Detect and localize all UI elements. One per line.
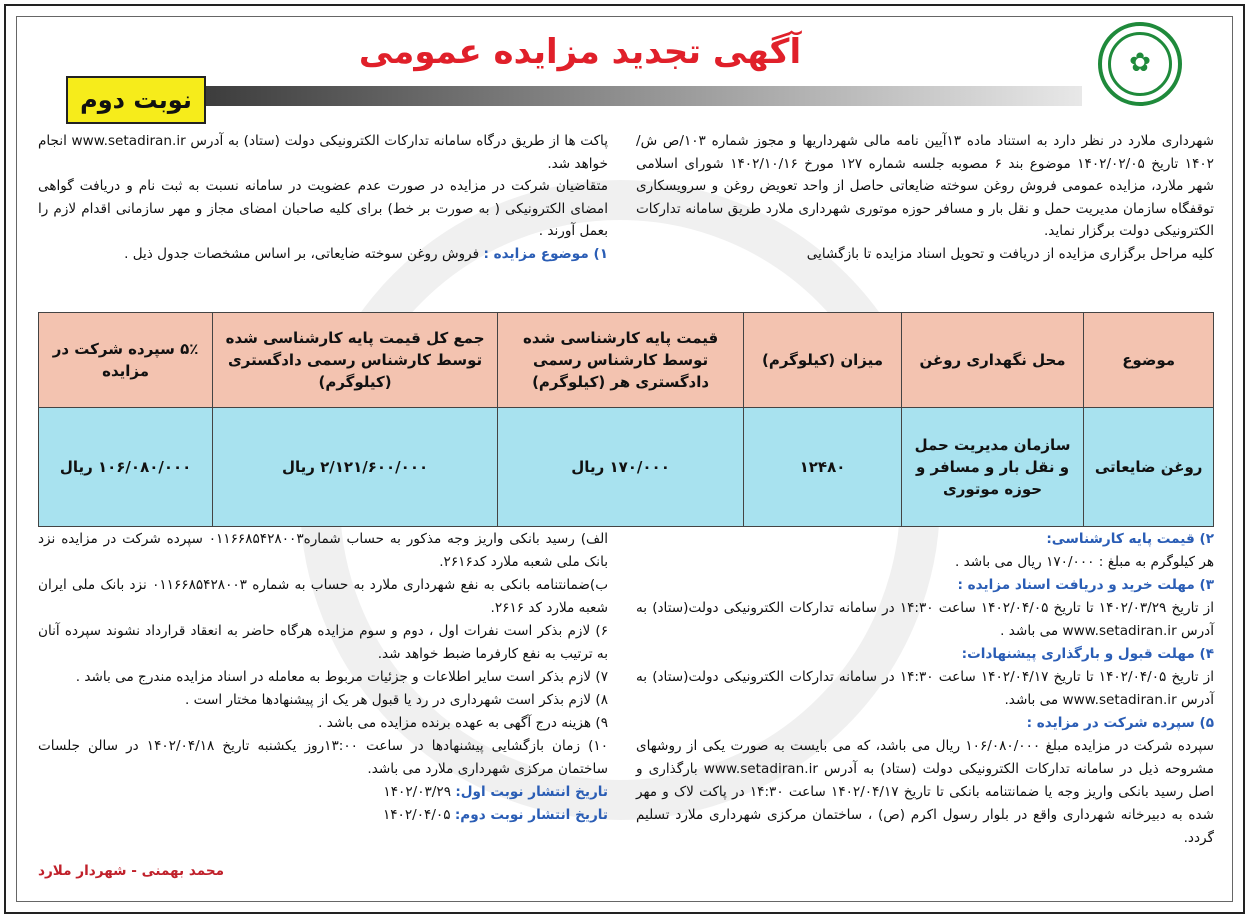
table-header-row: [39, 313, 1214, 408]
table-cell: ۱۷۰/۰۰۰ ریال: [497, 408, 743, 527]
col-header: موضوع: [1084, 313, 1214, 408]
terms-left: [38, 528, 608, 827]
section-4-title: ۴) مهلت قبول و بارگذاری پیشنهادات:: [961, 646, 1214, 662]
intro-right: [636, 130, 1214, 265]
col-header: محل نگهداری روغن: [901, 313, 1083, 408]
deposit-option-a: الف) رسید بانکی واریز وجه مذکور به حساب شماره۰۱۱۶۶۸۵۴۲۸۰۰۳ سپرده شرکت در مزایده نزد بانک ملی شعبه ملارد کد۲۶۱۶.: [38, 531, 609, 570]
intro-left-text-2: متقاضیان شرکت در مزایده در صورت عدم عضویت در سامانه نسبت به ثبت نام و دریافت گواهی امضای الکترونیکی ( به صورت بر خط) برای کلیه صاحبان امضای مجاز و مهر سازمانی اقدام لازم را بعمل آورند .: [38, 178, 608, 239]
intro-left: [38, 130, 608, 265]
intro-right-text: شهرداری ملارد در نظر دارد به استناد ماده ۱۳آیین نامه مالی شهرداریها و مجوز شماره ۱۰۳/ص ش/۱۴۰۲ تاریخ ۱۴۰۲/۰۲/۰۵ موضوع بند ۶ مصوبه جلسه شماره ۱۲۷ مورخ ۱۴۰۲/۱۰/۱۶ شورای اسلامی شهر ملارد، مزایده عمومی فروش روغن سوخته ضایعاتی حاصل از واحد تعویض روغن و سرویسکاری توقفگاه سازمان مدیریت حمل و نقل بار و مسافر حوزه موتوری شهرداری ملارد طریق سامانه تدارکات الکترونیکی دولت برگزار نماید.: [636, 133, 1214, 239]
clause-6: ۶) لازم بذکر است نفرات اول ، دوم و سوم مزایده هرگاه حاضر به انعقاد قرارداد نشوند سپرده آنان به ترتیب به نفع کارفرما ضبط خواهد شد.: [38, 623, 608, 662]
subject-text: فروش روغن سوخته ضایعاتی، بر اساس مشخصات جدول ذیل .: [124, 245, 480, 262]
intro-right-text-2: کلیه مراحل برگزاری مزایده از دریافت و تحویل اسناد مزایده تا بازگشایی: [806, 245, 1214, 262]
round-badge: نوبت دوم: [66, 76, 206, 124]
clause-8: ۸) لازم بذکر است شهرداری در رد یا قبول هر یک از پیشنهادها مختار است .: [185, 692, 608, 708]
signature: محمد بهمنی - شهردار ملارد: [38, 863, 225, 879]
publish-date-1: [38, 781, 608, 804]
section-3-text: از تاریخ ۱۴۰۲/۰۳/۲۹ تا تاریخ ۱۴۰۲/۰۴/۰۵ ساعت ۱۴:۳۰ در سامانه تدارکات الکترونیکی دولت(ستاد) به آدرس www.setadiran.ir می باشد .: [636, 600, 1214, 639]
intro-left-text: پاکت ها از طریق درگاه سامانه تدارکات الکترونیکی دولت (ستاد) به آدرس www.setadiran.ir انجام خواهد شد.: [38, 133, 608, 172]
logo-mark: ✿: [1129, 48, 1151, 78]
section-5-text: سپرده شرکت در مزایده مبلغ ۱۰۶/۰۸۰/۰۰۰ ریال می باشد، که می بایست به صورت یکی از روشهای مشروحه ذیل در سامانه تدارکات الکترونیکی دولت (ستاد) به آدرس www.setadiran.ir بارگذاری و اصل رسید بانکی واریز وجه یا ضمانتنامه بانکی تا تاریخ ۱۴۰۲/۰۴/۱۷ ساعت ۱۴:۳۰ در پاکت لاک و مهر شده به دبیرخانه شهرداری واقع در بلوار رسول اکرم (ص) ، ساختمان مرکزی شهرداری ملارد تسلیم گردد.: [636, 738, 1214, 846]
publish-date-1-value: ۱۴۰۲/۰۳/۲۹: [383, 784, 451, 800]
publish-date-2-value: ۱۴۰۲/۰۴/۰۵: [382, 807, 451, 823]
col-header: قیمت پایه کارشناسی شده توسط کارشناس رسمی دادگستری هر (کیلوگرم): [497, 313, 743, 408]
publish-date-2-label: تاریخ انتشار نوبت دوم:: [454, 807, 608, 823]
terms-right: [636, 528, 1214, 850]
section-2-text: هر کیلوگرم به مبلغ : ۱۷۰/۰۰۰ ریال می باشد .: [955, 554, 1214, 570]
table-cell: ۱۰۶/۰۸۰/۰۰۰ ریال: [39, 408, 213, 527]
table-row: [39, 408, 1214, 527]
col-header: جمع کل قیمت پایه کارشناسی شده توسط کارشناس رسمی دادگستری (کیلوگرم): [213, 313, 498, 408]
clause-7: ۷) لازم بذکر است سایر اطلاعات و جزئیات مربوط به معامله در اسناد مزایده مندرج می باشد .: [75, 669, 608, 685]
section-5-title: ۵) سپرده شرکت در مزایده :: [1026, 715, 1214, 731]
clause-9: ۹) هزینه درج آگهی به عهده برنده مزایده می باشد .: [318, 715, 608, 731]
title-underline-bar: [72, 86, 1082, 106]
table-cell: سازمان مدیریت حمل و نقل بار و مسافر و حوزه موتوری: [901, 408, 1083, 527]
publish-date-1-label: تاریخ انتشار نوبت اول:: [455, 784, 608, 800]
auction-table: [38, 312, 1214, 527]
publish-date-2: [38, 804, 608, 827]
municipality-logo-icon: [1098, 22, 1182, 106]
subject-line: [38, 243, 608, 266]
col-header: ۵٪ سپرده شرکت در مزایده: [39, 313, 213, 408]
clause-10: ۱۰) زمان بازگشایی پیشنهادها در ساعت ۱۳:۰۰روز یکشنبه تاریخ ۱۴۰۲/۰۴/۱۸ در سالن جلسات ساختمان مرکزی شهرداری ملارد می باشد.: [38, 738, 608, 777]
deposit-option-b: ب)ضمانتنامه بانکی به نفع شهرداری ملارد به حساب به شماره ۰۱۱۶۶۸۵۴۲۸۰۰۳ نزد بانک ملی ایران شعبه ملارد کد ۲۶۱۶.: [38, 577, 608, 616]
section-3-title: ۳) مهلت خرید و دریافت اسناد مزایده :: [957, 577, 1214, 593]
page-title: آگهی تجدید مزایده عمومی: [358, 32, 802, 72]
table-cell: روغن ضایعاتی: [1084, 408, 1214, 527]
col-header: میزان (کیلوگرم): [744, 313, 902, 408]
table-cell: ۲/۱۲۱/۶۰۰/۰۰۰ ریال: [213, 408, 498, 527]
table-cell: ۱۲۴۸۰: [744, 408, 902, 527]
subject-label: ۱) موضوع مزایده :: [483, 245, 608, 262]
section-4-text: از تاریخ ۱۴۰۲/۰۴/۰۵ تا تاریخ ۱۴۰۲/۰۴/۱۷ ساعت ۱۴:۳۰ در سامانه تدارکات الکترونیکی دولت(ستاد) به آدرس www.setadiran.ir می باشد.: [636, 669, 1214, 708]
section-2-title: ۲) قیمت پایه کارشناسی:: [1046, 531, 1214, 547]
